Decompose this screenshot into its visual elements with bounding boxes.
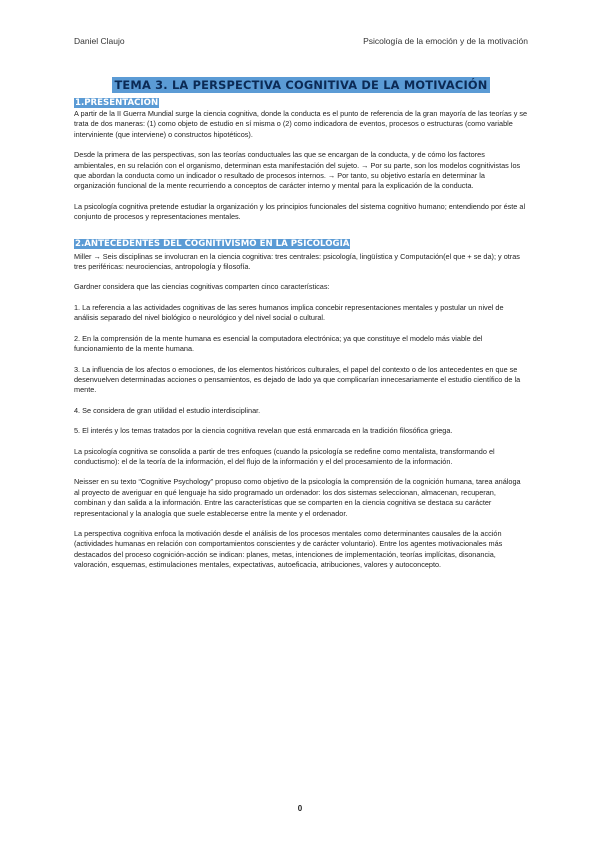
section-heading-text: 2.ANTECEDENTES DEL COGNITIVISMO EN LA PSICOLOGÍA (75, 238, 350, 249)
page-number: 0 (297, 804, 303, 813)
page-title-text: TEMA 3. LA PERSPECTIVA COGNITIVA DE LA MOTIVACIÓN (114, 78, 488, 92)
paragraph: La psicología cognitiva pretende estudiar la organización y los principios funcionales del sistema cognitivo humano; entendiendo por éste al conjunto de procesos y representaciones mentales. (74, 201, 526, 222)
paragraph: A partir de la II Guerra Mundial surge la ciencia cognitiva, donde la conducta es el punto de referencia de la gran mayoría de las teorías y se trata de dos maneras: (1) como objeto de estudio en sí misma o (2) como indicadora de eventos, procesos o estructuras (como variable interviniente (que interviene) o constructos hipotéticos). (74, 109, 528, 139)
paragraph: La psicología cognitiva se consolida a partir de tres enfoques (cuando la psicología se redefine como mentalista, transformando el conductismo): el de la teoría de la información, el del flujo de la información y el del procesamiento de la información. (74, 446, 495, 466)
paragraph: Neisser en su texto “Cognitive Psychology” propuso como objetivo de la psicología la comprensión de la cognición humana, tarea análoga al proyecto de averiguar en qué lenguaje ha sido programado un ordenador: los dos sistemas seleccionan, almacenan, recuperan, combinan y dan salida a la información. Entre las características que se comparten en la ciencia cognitiva se destaca su carácter representacional y la analogía que suele establecerse entre la mente y el ordenador. (74, 477, 521, 518)
section-heading-text: 1.PRESENTACIÓN (75, 98, 159, 108)
header-subject: Psicología de la emoción y de la motivación (363, 36, 528, 46)
section-heading-presentacion (74, 92, 528, 109)
page-title (74, 72, 528, 92)
list-item: 1. La referencia a las actividades cognitivas de las seres humanos implica concebir representaciones mentales y postular un nivel de análisis separado del nivel biológico o neurológico y del nivel social o cultural. (74, 302, 504, 323)
list-item: 4. Se considera de gran utilidad el estudio interdisciplinar. (74, 405, 261, 415)
paragraph: Desde la primera de las perspectivas, son las teorías conductuales las que se encargan de la conducta, y de cómo los factores ambientales, en su relación con el organismo, determinan esta manifestación del sujeto. → Por su parte, son los modelos cognitivistas los que abordan la conducta como un indicador o resultado de procesos internos. → Por tanto, su objetivo estaría en determinar la organización funcional de la mente recurriendo a conceptos de carácter interno y mental para la explicación de la conducta. (74, 150, 521, 191)
page-header (74, 36, 528, 46)
paragraph: La perspectiva cognitiva enfoca la motivación desde el análisis de los procesos mentales como determinantes causales de la acción (actividades humanas en relación con comportamientos conscientes y de carácter voluntario). Entre los agentes motivacionales más destacados del proceso cognición-acción se indican: planes, metas, intenciones de implementación, teorías implícitas, disonancia, valoración, esquemas, estimulaciones mentales, expectativas, autoeficacia, atribuciones, valores y autoconcepto. (74, 528, 503, 570)
paragraph: Miller → Seis disciplinas se involucran en la ciencia cognitiva: tres centrales: psicología, lingüística y Computación(el que + se da); y otras tres periféricas: neurociencias, antropología y filosofía. (74, 251, 520, 272)
document-body (74, 72, 528, 571)
list-item: 3. La influencia de los afectos o emociones, de los elementos históricos culturales, el papel del contexto o de los antecedentes en que se desenvuelven determinadas acciones o pensamientos, es dejado de lado ya que complicarían innecesariamente el estudio científico de la mente. (74, 364, 521, 395)
list-item: 5. El interés y los temas tratados por la ciencia cognitiva revelan que está enmarcada en la tradición filosófica griega. (74, 426, 453, 436)
paragraph: Gardner considera que las ciencias cognitivas comparten cinco características: (74, 282, 330, 292)
header-author: Daniel Claujo (74, 36, 125, 46)
section-heading-antecedentes (74, 233, 528, 250)
list-item: 2. En la comprensión de la mente humana es esencial la computadora electrónica; ya que constituye el modelo más viable del funcionamiento de la mente humana. (74, 333, 483, 354)
